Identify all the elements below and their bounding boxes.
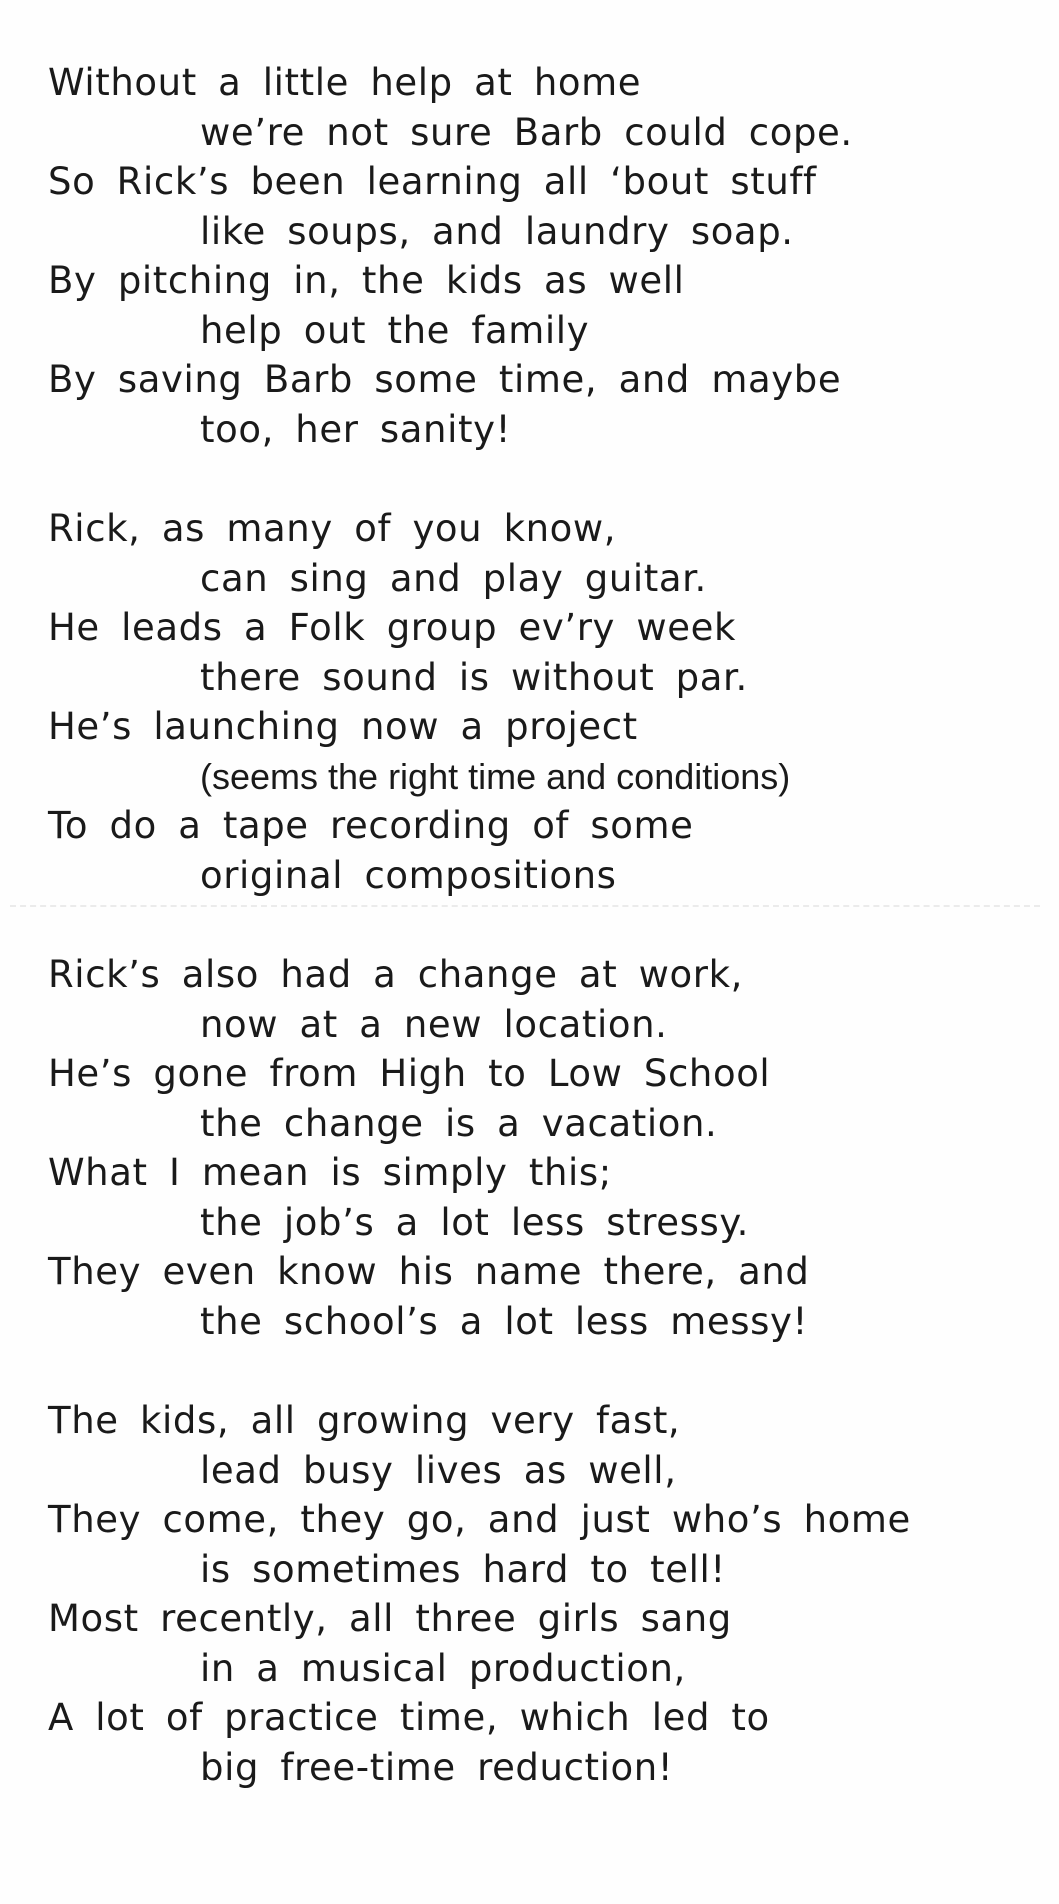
poem (48, 58, 1048, 1842)
poem-line: (seems the right time and conditions) (200, 755, 791, 797)
poem-line: the change is a vacation. (200, 1101, 718, 1145)
poem-line: is sometimes hard to tell! (200, 1547, 726, 1591)
poem-line: now at a new location. (200, 1002, 668, 1046)
poem-line: can sing and play guitar. (200, 556, 707, 600)
poem-line: big free-time reduction! (200, 1745, 674, 1789)
poem-line: They even know his name there, and (48, 1250, 810, 1293)
stanza-3 (48, 950, 1048, 1346)
stanza-4 (48, 1396, 1048, 1792)
poem-line: What I mean is simply this; (48, 1151, 612, 1194)
poem-line: By saving Barb some time, and maybe (48, 358, 842, 401)
poem-line: the job’s a lot less stressy. (200, 1200, 749, 1244)
poem-line: The kids, all growing very fast, (48, 1399, 681, 1442)
poem-line: He leads a Folk group ev’ry week (48, 606, 737, 649)
poem-line: there sound is without par. (200, 655, 748, 699)
poem-line: original compositions (200, 853, 617, 897)
poem-line: He’s gone from High to Low School (48, 1052, 771, 1095)
poem-line: To do a tape recording of some (48, 804, 694, 847)
poem-line: lead busy lives as well, (200, 1448, 677, 1492)
poem-line: too, her sanity! (200, 407, 512, 451)
poem-line: help out the family (200, 308, 590, 352)
poem-line: the school’s a lot less messy! (200, 1299, 808, 1343)
poem-line: By pitching in, the kids as well (48, 259, 685, 302)
poem-line: Rick’s also had a change at work, (48, 953, 743, 996)
poem-line: They come, they go, and just who’s home (48, 1498, 911, 1541)
poem-line: So Rick’s been learning all ‘bout stuff (48, 160, 817, 203)
poem-line: Rick, as many of you know, (48, 507, 617, 550)
poem-line: we’re not sure Barb could cope. (200, 110, 853, 154)
stanza-2 (48, 504, 1048, 900)
poem-line: like soups, and laundry soap. (200, 209, 794, 253)
poem-line: in a musical production, (200, 1646, 686, 1690)
poem-line: Without a little help at home (48, 61, 642, 104)
poem-line: A lot of practice time, which led to (48, 1696, 770, 1739)
poem-line: He’s launching now a project (48, 705, 638, 748)
poem-line: Most recently, all three girls sang (48, 1597, 732, 1640)
stanza-1 (48, 58, 1048, 454)
